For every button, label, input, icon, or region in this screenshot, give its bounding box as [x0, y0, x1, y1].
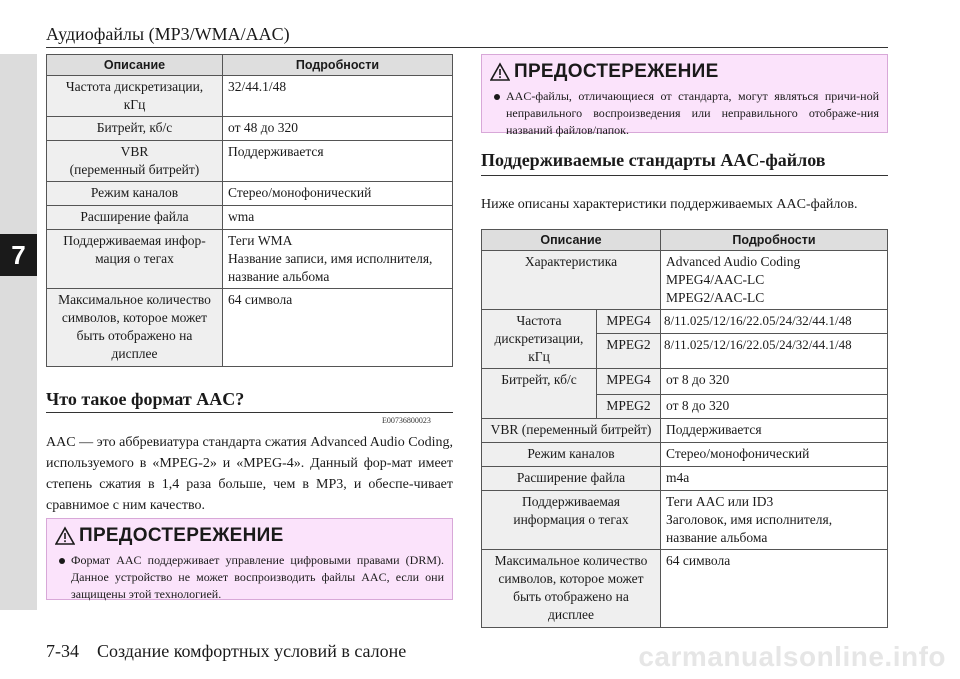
warning-box-right: [481, 54, 888, 137]
table-cell: от 8 до 320: [661, 395, 888, 419]
table-cell: Характеристика: [482, 251, 661, 310]
aac-standards-intro: Ниже описаны характеристики поддерживаемых AAC-файлов.: [481, 197, 858, 212]
table-row: [47, 117, 453, 141]
column-header: Подробности: [223, 55, 453, 76]
chapter-tab: 7: [0, 234, 37, 276]
warning-header: [47, 519, 452, 549]
page-footer: 7-34 Создание комфортных условий в салоне: [46, 641, 407, 661]
table-cell: Режим каналов: [47, 182, 223, 206]
table-cell: Частота дискретизации, кГц: [47, 76, 223, 117]
table-cell: Теги WMA Название записи, имя исполнителя, название альбома: [223, 230, 453, 289]
table-cell: Стерео/монофонический: [223, 182, 453, 206]
table-row: [482, 550, 888, 628]
table-cell: MPEG2: [597, 395, 661, 419]
table-row: [482, 467, 888, 491]
table-cell: 64 символа: [223, 289, 453, 367]
table-cell: Поддерживаемая информация о тегах: [482, 491, 661, 550]
table-cell: MPEG4: [597, 369, 661, 395]
table-cell: MPEG2: [597, 334, 661, 369]
table-cell: 8/11.025/12/16/22.05/24/32/44.1/48: [661, 310, 888, 334]
table-cell: Битрейт, кб/с: [482, 369, 597, 419]
table-row: [482, 419, 888, 443]
table-row: [482, 310, 888, 334]
aac-table: [481, 229, 888, 628]
column-header: Описание: [482, 230, 661, 251]
table-cell: MPEG4: [597, 310, 661, 334]
warning-icon: [55, 526, 75, 546]
warning-icon: [490, 62, 510, 82]
table-cell: 64 символа: [661, 550, 888, 628]
table-row: [482, 251, 888, 310]
warning-title: ПРЕДОСТЕРЕЖЕНИЕ: [79, 525, 284, 546]
table-cell: Максимальное количество символов, которое может быть отображено на дисплее: [47, 289, 223, 367]
table-row: [47, 206, 453, 230]
header-rule: [46, 47, 888, 48]
bullet-icon: [59, 558, 65, 564]
warning-text: AAC-файлы, отличающиеся от стандарта, могут являться причи-ной неправильного воспроизведения или неправильного отображе-ния названий файлов/папок.: [506, 89, 879, 137]
aac-description: AAC — это аббревиатура стандарта сжатия Advanced Audio Coding, используемого в «MPEG-2» и «MPEG-4». Данный фор-мат имеет степень сжатия в 1,4 раза больше, чем в MP3, и обеспе-чивает сравнимое с ним качество.: [46, 435, 453, 513]
table-cell: от 8 до 320: [661, 369, 888, 395]
table-row: [47, 141, 453, 182]
table-cell: m4a: [661, 467, 888, 491]
table-cell: Режим каналов: [482, 443, 661, 467]
table-row: [47, 289, 453, 367]
table-cell: 32/44.1/48: [223, 76, 453, 117]
table-row: [47, 182, 453, 206]
table-cell: от 48 до 320: [223, 117, 453, 141]
column-header: Подробности: [661, 230, 888, 251]
section-code: E00736800023: [382, 416, 431, 425]
table-cell: VBR (переменный битрейт): [47, 141, 223, 182]
table-cell: Поддерживается: [661, 419, 888, 443]
table-cell: wma: [223, 206, 453, 230]
table-row: [482, 491, 888, 550]
table-cell: Расширение файла: [47, 206, 223, 230]
watermark: carmanualsonline.info: [638, 641, 946, 672]
wma-table: [46, 54, 453, 367]
table-cell: VBR (переменный битрейт): [482, 419, 661, 443]
chapter-sidebar: [0, 54, 37, 610]
table-row: [482, 443, 888, 467]
bullet-icon: [494, 94, 500, 100]
column-header: Описание: [47, 55, 223, 76]
aac-standards-heading: Поддерживаемые стандарты AAC-файлов: [481, 150, 888, 176]
warning-box-left: [46, 518, 453, 600]
aac-section-heading: Что такое формат AAC?: [46, 389, 453, 413]
warning-body: [47, 549, 452, 607]
table-row: [47, 230, 453, 289]
warning-title: ПРЕДОСТЕРЕЖЕНИЕ: [514, 61, 719, 82]
table-row: [47, 76, 453, 117]
table-cell: Теги AAC или ID3 Заголовок, имя исполнителя, название альбома: [661, 491, 888, 550]
table-cell: Битрейт, кб/с: [47, 117, 223, 141]
table-cell: Максимальное количество символов, которое может быть отображено на дисплее: [482, 550, 661, 628]
table-cell: Стерео/монофонический: [661, 443, 888, 467]
warning-body: [482, 85, 887, 143]
page-title: Аудиофайлы (MP3/WMA/AAC): [46, 24, 290, 44]
table-cell: Advanced Audio Coding MPEG4/AAC-LC MPEG2/AAC-LC: [661, 251, 888, 310]
table-cell: Поддерживается: [223, 141, 453, 182]
table-cell: 8/11.025/12/16/22.05/24/32/44.1/48: [661, 334, 888, 369]
warning-text: Формат AAC поддерживает управление цифровыми правами (DRM). Данное устройство не может воспроизводить файлы AAC, если они защищены этой технологией.: [71, 553, 444, 601]
table-row: [482, 369, 888, 395]
table-cell: Поддерживаемая инфор- мация о тегах: [47, 230, 223, 289]
warning-header: [482, 55, 887, 85]
table-cell: Расширение файла: [482, 467, 661, 491]
table-cell: Частота дискретизации, кГц: [482, 310, 597, 369]
